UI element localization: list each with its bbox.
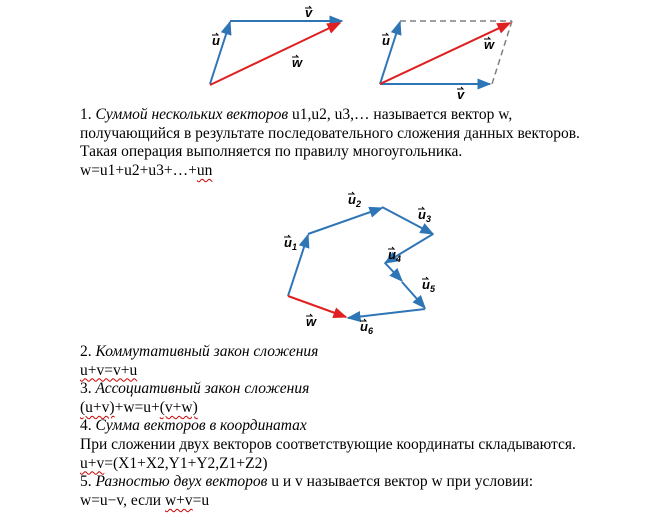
s1-line1: 1. Суммой нескольких векторов u1,u2, u3,… называется вектор w, — [80, 106, 513, 123]
s4-formula: u+v=(X1+X2,Y1+Y2,Z1+Z2) — [80, 454, 268, 472]
s1-formula: w=u1+u2+u3+…+un — [80, 161, 213, 179]
label-v: v — [305, 5, 313, 20]
vector-u — [210, 22, 230, 84]
vector-w — [380, 23, 510, 84]
s3-formula: (u+v)+w=u+(v+w) — [80, 398, 198, 416]
vector-w — [210, 23, 340, 85]
parallelogram-figure — [370, 5, 520, 102]
label-u4: $u_4$ — [388, 247, 401, 264]
label-u3: $u_3$ — [418, 207, 431, 224]
label-u2: $u_2$ — [348, 192, 361, 209]
s3-title: 3. Ассоциативный закон сложения — [80, 380, 310, 398]
vector-u2 — [308, 208, 382, 234]
s2-title: 2. Коммутативный закон сложения — [80, 343, 319, 360]
label-v: v — [457, 87, 465, 102]
label-u: u — [212, 33, 220, 48]
s1-line3: Такая операция выполняется по правилу многоугольника. — [80, 143, 463, 161]
vector-w — [288, 296, 346, 317]
vector-u6 — [348, 309, 425, 318]
label-u5: $u_5$ — [422, 277, 435, 294]
s5-formula: w=u−v, если w+v=u — [80, 491, 210, 509]
polygon-figure — [270, 185, 460, 340]
s2-formula: u+v=v+u — [80, 361, 138, 379]
label-u6: $u_6$ — [360, 319, 373, 336]
label-w: w — [292, 55, 303, 70]
vector-u4b — [385, 263, 402, 281]
s5-title: 5. Разностью двух векторов u и v называется вектор w при условии: — [80, 473, 534, 491]
section-1 — [80, 106, 580, 180]
label-w: w — [306, 314, 317, 329]
label-u: u — [382, 33, 390, 48]
vector-u — [380, 22, 400, 84]
triangle-figure — [200, 5, 350, 90]
s4-title: 4. Сумма векторов в координатах — [80, 417, 307, 435]
label-u1: $u_1$ — [284, 235, 297, 252]
label-w: w — [484, 37, 495, 52]
s1-line2: получающийся в результате последовательного сложения данных векторов. — [80, 124, 580, 142]
sections-2-5 — [80, 343, 576, 510]
s4-text: При сложении двух векторов соответствующие координаты складываются. — [80, 435, 576, 453]
